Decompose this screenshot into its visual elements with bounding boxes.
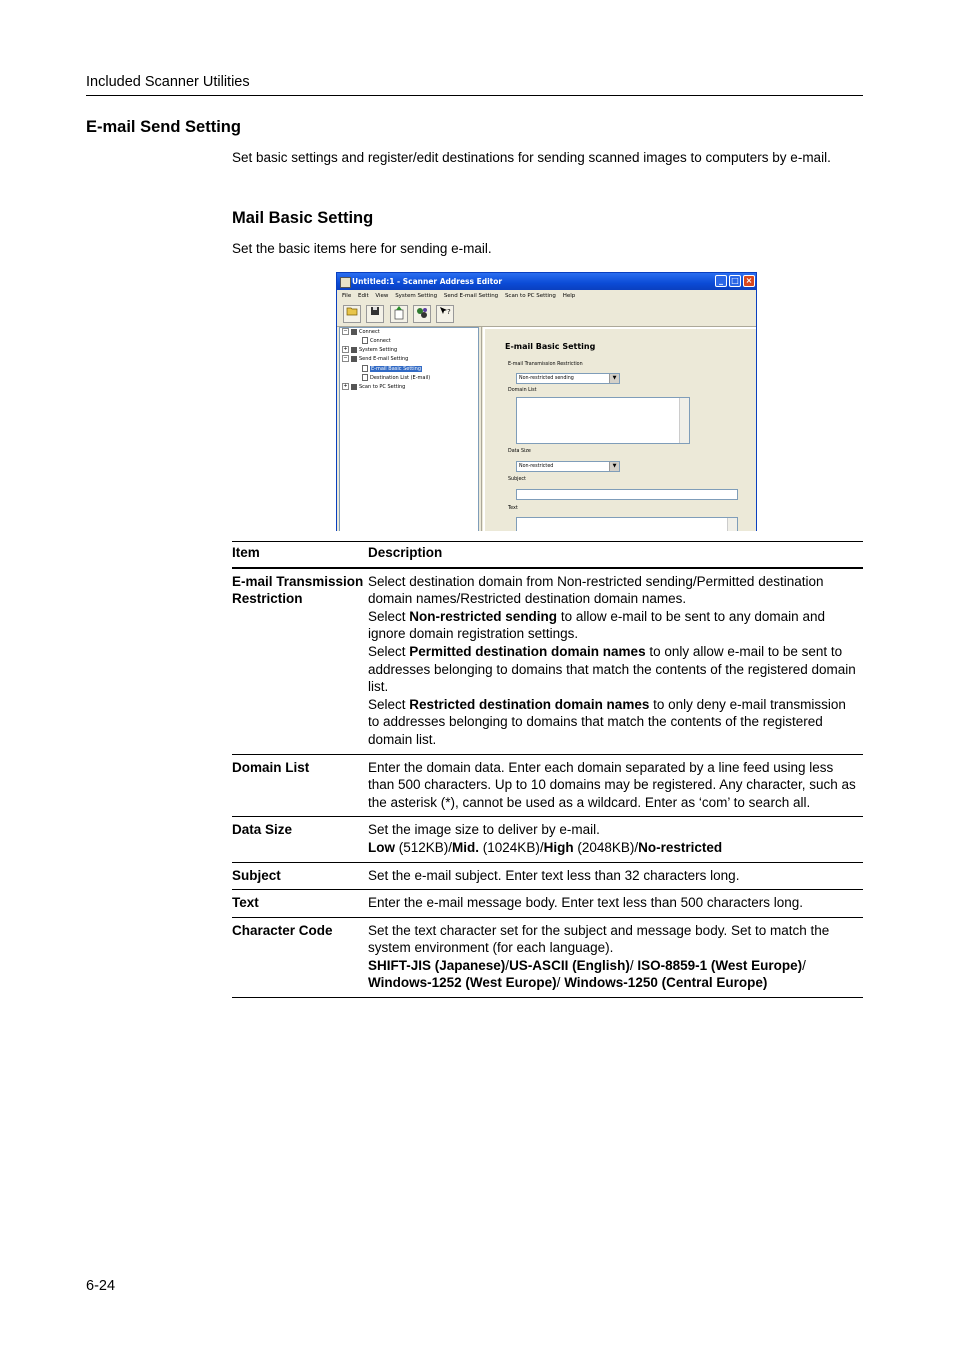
toolbar	[337, 302, 756, 327]
tree-item-email-basic-setting[interactable]: E-mail Basic Setting	[362, 365, 422, 374]
collapse-icon[interactable]: −	[343, 355, 348, 361]
minimize-button[interactable]: _	[715, 275, 727, 287]
column-header-item: Item	[232, 542, 368, 568]
subject-input[interactable]	[516, 489, 738, 500]
folder-icon	[351, 384, 357, 390]
menu-view[interactable]: View	[375, 293, 389, 299]
row-description: Set the e-mail subject. Enter text less than 32 characters long.	[368, 862, 863, 890]
menu-file[interactable]: File	[342, 293, 352, 299]
window-titlebar	[337, 273, 756, 290]
table-row	[232, 817, 863, 862]
expand-icon[interactable]: +	[343, 383, 348, 389]
row-item: Character Code	[232, 917, 368, 997]
folder-icon	[351, 356, 357, 362]
row-description: Enter the domain data. Enter each domain separated by a line feed using less than 500 characters. Up to 10 domains may be registered. Any character, such as the asterisk (*), cannot be used as a wildcard. Enter as ‘com’ to search all.	[368, 754, 863, 817]
data-size-select[interactable]	[516, 461, 620, 472]
running-header: Included Scanner Utilities	[86, 74, 250, 90]
tree-item-scan-to-pc-setting[interactable]: + Scan to PC Setting	[343, 383, 406, 390]
expand-icon[interactable]: +	[343, 346, 348, 352]
subsection-title: Mail Basic Setting	[232, 209, 374, 227]
domain-list-scrollbar[interactable]	[679, 398, 689, 443]
table-row	[232, 917, 863, 997]
table-row	[232, 568, 863, 754]
data-size-label: Data Size	[508, 449, 531, 454]
maximize-button[interactable]: □	[729, 275, 741, 287]
app-icon	[340, 277, 351, 288]
document-icon	[362, 374, 368, 381]
menu-send-email-setting[interactable]: Send E-mail Setting	[443, 293, 499, 299]
row-description: Enter the e-mail message body. Enter text less than 500 characters long.	[368, 890, 863, 918]
menu-bar	[337, 290, 756, 302]
data-size-value: Non-restricted	[519, 464, 554, 469]
row-description: Set the text character set for the subject and message body. Set to match the system environment (for each language). SHIFT-JIS (Japanese)/US-ASCII (English)/ ISO-8859-1 (West Europe)/ Windows-1252 (West Europe)/ Windows-1250 (Central Europe)	[368, 917, 863, 997]
upload-icon[interactable]	[390, 305, 408, 323]
menu-edit[interactable]: Edit	[357, 293, 369, 299]
subsection-intro: Set the basic items here for sending e-mail.	[232, 241, 492, 256]
column-header-description: Description	[368, 542, 863, 568]
domain-list-textarea[interactable]	[516, 397, 690, 444]
row-description: Select destination domain from Non-restricted sending/Permitted destination domain names/Restricted destination domain names. Select Non-restricted sending to allow e-mail to be sent to any domain and ignore domain registration settings. Select Permitted destination domain names to only allow e-mail to be sent to addresses belonging to domains that match the contents of the registered domain list. Select Restricted destination domain names to only deny e-mail transmission to addresses belonging to domains that match the contents of the registered domain list.	[368, 568, 863, 754]
section-intro: Set basic settings and register/edit destinations for sending scanned images to computers by e-mail.	[232, 150, 831, 165]
settings-description-table	[232, 541, 863, 998]
text-scrollbar[interactable]	[727, 518, 737, 531]
folder-icon	[351, 347, 357, 353]
row-item: E-mail Transmission Restriction	[232, 568, 368, 754]
menu-help[interactable]: Help	[562, 293, 576, 299]
row-description: Set the image size to deliver by e-mail. Low (512KB)/Mid. (1024KB)/High (2048KB)/No-restricted	[368, 817, 863, 862]
section-title: E-mail Send Setting	[86, 118, 241, 136]
page-number: 6-24	[86, 1278, 116, 1294]
connect-icon[interactable]	[413, 305, 431, 323]
header-rule	[86, 95, 863, 96]
help-icon[interactable]	[436, 305, 454, 323]
row-item: Subject	[232, 862, 368, 890]
open-icon[interactable]	[343, 305, 361, 323]
close-button[interactable]: ×	[743, 275, 755, 287]
computer-icon	[351, 329, 357, 335]
tree-item-connect-root[interactable]: − Connect	[343, 328, 380, 335]
subject-label: Subject	[508, 477, 526, 482]
document-icon	[362, 365, 368, 372]
save-icon[interactable]	[366, 305, 384, 323]
tree-item-destination-list[interactable]: Destination List (E-mail)	[362, 374, 430, 383]
restriction-select[interactable]	[516, 373, 620, 384]
form-heading: E-mail Basic Setting	[505, 342, 596, 351]
dropdown-arrow-icon[interactable]: ▼	[609, 462, 619, 471]
table-row	[232, 890, 863, 918]
text-label: Text	[508, 506, 518, 511]
collapse-icon[interactable]: −	[343, 328, 348, 334]
domain-list-label: Domain List	[508, 388, 537, 393]
email-basic-setting-panel	[483, 327, 757, 531]
tree-item-system-setting[interactable]: + System Setting	[343, 346, 398, 353]
menu-system-setting[interactable]: System Setting	[395, 293, 438, 299]
table-header-row	[232, 542, 863, 568]
dropdown-arrow-icon[interactable]: ▼	[609, 374, 619, 383]
restriction-value: Non-restricted sending	[519, 376, 574, 381]
text-textarea[interactable]	[516, 517, 738, 531]
row-item: Data Size	[232, 817, 368, 862]
row-item: Domain List	[232, 754, 368, 817]
tree-item-send-email-setting[interactable]: − Send E-mail Setting	[343, 355, 409, 362]
settings-form-pane	[481, 327, 755, 531]
table-row	[232, 754, 863, 817]
scanner-address-editor-window	[336, 272, 757, 531]
menu-scan-to-pc-setting[interactable]: Scan to PC Setting	[504, 293, 556, 299]
restriction-label: E-mail Transmission Restriction	[508, 362, 583, 367]
table-row	[232, 862, 863, 890]
document-icon	[362, 337, 368, 344]
window-title: Untitled:1 - Scanner Address Editor	[352, 277, 503, 286]
row-item: Text	[232, 890, 368, 918]
tree-item-connect[interactable]: Connect	[362, 337, 391, 346]
settings-tree	[339, 327, 479, 531]
svg-text:?: ?	[447, 308, 451, 316]
